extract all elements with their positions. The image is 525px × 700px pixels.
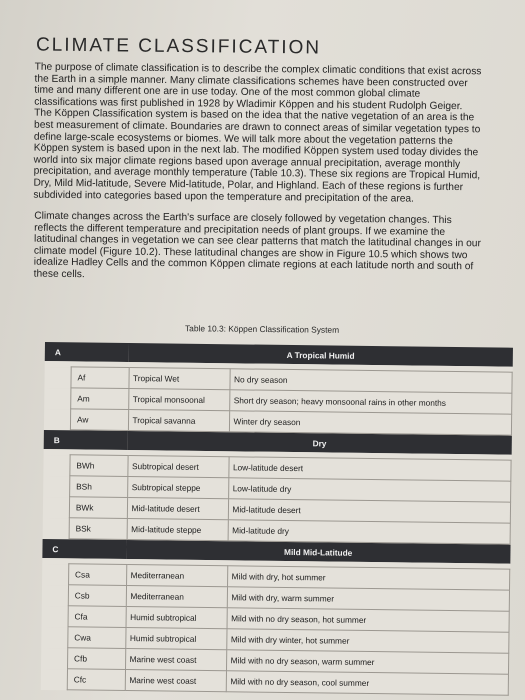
climate-description-cell: Mid-latitude desert	[228, 499, 511, 523]
indent-cell	[44, 387, 71, 408]
climate-name-cell: Tropical monsoonal	[128, 389, 229, 411]
indent-cell	[41, 668, 68, 689]
climate-code-cell: Cfc	[67, 669, 125, 691]
climate-name-cell: Subtropical desert	[127, 456, 228, 478]
climate-description-cell: Mild with no dry season, cool summer	[226, 671, 509, 695]
climate-code-cell: Cfa	[68, 606, 126, 628]
koppen-table	[41, 342, 513, 696]
climate-code-cell: Cfb	[67, 648, 125, 670]
indent-cell	[42, 563, 69, 584]
koppen-table-body	[41, 342, 513, 695]
climate-code-cell: Aw	[70, 409, 128, 431]
section-letter: C	[42, 538, 126, 559]
section-heading: Dry	[128, 431, 512, 455]
climate-code-cell: BWk	[69, 497, 127, 519]
indent-cell	[42, 605, 69, 626]
climate-description-cell: Mild with dry, hot summer	[227, 566, 510, 590]
climate-code-cell: BSk	[69, 518, 127, 540]
climate-name-cell: Mid-latitude steppe	[127, 519, 228, 541]
vegetation-paragraph: Climate changes across the Earth's surface are closely followed by vegetation changes. This reflects the different temperature and precipitation needs of plant groups. If we examine the latitudinal changes in vegetation we can see clear patterns that match the latitudinal changes in our climate model (Figure 10.2). These latitudinal changes are show in Figure 10.5 which shows two idealize Hadley Cells and the common Köppen climate regions at each latitude north and south of these cells.	[33, 210, 481, 281]
climate-description-cell: Winter dry season	[229, 411, 512, 435]
climate-code-cell: Af	[71, 367, 129, 389]
climate-description-cell: Mild with no dry season, hot summer	[227, 608, 510, 632]
indent-cell	[44, 366, 71, 387]
climate-description-cell: Mid-latitude dry	[228, 520, 511, 544]
climate-description-cell: Mild with no dry season, warm summer	[226, 650, 509, 674]
climate-name-cell: Tropical Wet	[128, 368, 229, 390]
indent-cell	[43, 496, 70, 517]
indent-cell	[44, 408, 71, 429]
climate-name-cell: Marine west coast	[125, 670, 226, 692]
section-heading: A Tropical Humid	[129, 343, 513, 367]
indent-cell	[43, 454, 70, 475]
page-title: CLIMATE CLASSIFICATION	[35, 34, 322, 59]
climate-name-cell: Mediterranean	[126, 565, 227, 587]
section-letter: A	[45, 342, 129, 362]
section-letter: B	[44, 429, 128, 450]
climate-description-cell: Mild with dry, warm summer	[227, 587, 510, 611]
climate-code-cell: BWh	[70, 455, 128, 477]
section-heading: Mild Mid-Latitude	[126, 540, 510, 564]
indent-cell	[43, 517, 70, 538]
indent-cell	[41, 647, 68, 668]
climate-code-cell: Cwa	[68, 627, 126, 649]
climate-name-cell: Mediterranean	[126, 586, 227, 608]
climate-name-cell: Tropical savanna	[128, 410, 229, 432]
climate-name-cell: Humid subtropical	[126, 607, 227, 629]
climate-name-cell: Marine west coast	[125, 649, 226, 671]
climate-code-cell: Csa	[68, 564, 126, 586]
table-row	[41, 668, 509, 695]
intro-paragraph: The purpose of climate classification is to describe the complex climatic conditions that exist across the Earth in a simple manner. Many climate classifications schemes have been constructed over time and many different one are in use today. One of the most common global climate classifications was first published in 1928 by Wladimir Köppen and his student Rudolph Geiger. The Köppen Classification system is based on the idea that the native vegetation of an area is the best measurement of climate. Boundaries are drawn to connect areas of similar vegetation types to define large-scale ecosystems or biomes. We will talk more about the vegetation patterns the Köppen system is based upon in the next lab. The modified Köppen system used today divides the world into six major climate regions based upon average annual precipitation, average monthly precipitation, and average monthly temperature (Table 10.3). These six regions are Tropical Humid, Dry, Mild Mid-latitude, Severe Mid-latitude, Polar, and Highland. Each of these regions is further subdivided into categories based upon the temperature and precipitation of the area.	[33, 61, 482, 205]
climate-description-cell: No dry season	[229, 369, 512, 393]
climate-description-cell: Low-latitude dry	[228, 478, 511, 502]
indent-cell	[41, 626, 68, 647]
table-caption: Table 10.3: Köppen Classification System	[184, 323, 340, 335]
climate-description-cell: Low-latitude desert	[228, 457, 511, 481]
indent-cell	[43, 475, 70, 496]
climate-name-cell: Subtropical steppe	[127, 477, 228, 499]
climate-name-cell: Mid-latitude desert	[127, 498, 228, 520]
climate-description-cell: Mild with dry winter, hot summer	[226, 629, 509, 653]
climate-description-cell: Short dry season; heavy monsoonal rains in other months	[229, 390, 512, 414]
indent-cell	[42, 584, 69, 605]
climate-code-cell: BSh	[70, 476, 128, 498]
climate-name-cell: Humid subtropical	[125, 628, 226, 650]
climate-code-cell: Am	[71, 388, 129, 410]
climate-code-cell: Csb	[68, 585, 126, 607]
